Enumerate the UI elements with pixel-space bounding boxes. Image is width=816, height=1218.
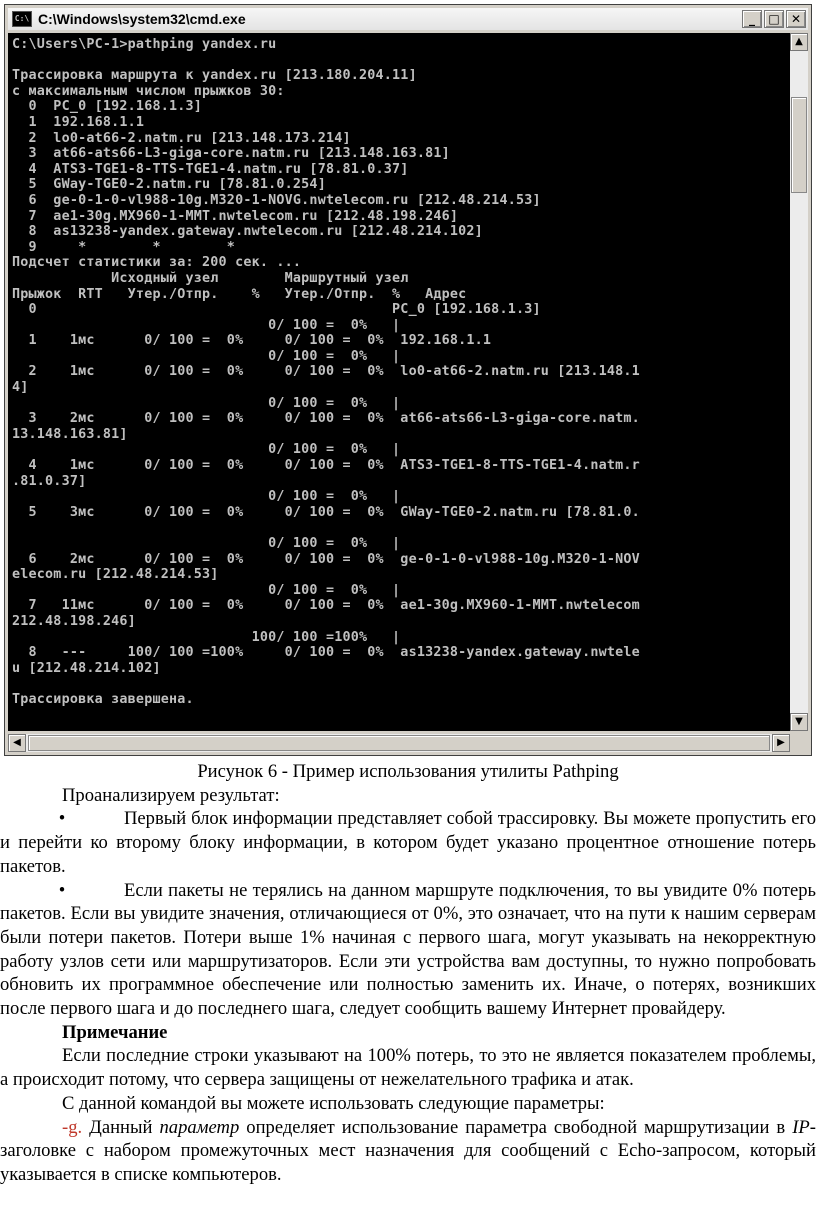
param-flag: -g. bbox=[62, 1116, 83, 1138]
bullet-text-2: Если пакеты не терялись на данном маршруте подключения, то вы увидите 0% потерь пакетов. Если вы увидите значения, отличающиеся от 0%, это означает, что на пути к нашим серверам были потери пакетов. Потери выше 1% начиная с первого шага, могут указывать на некорректную работу узлов сети или маршрутизаторов. Если эти устройства вам доступны, то нужно попробовать обновить их программное обеспечение или полностью заменить их. Иначе, о потерях, возникших после первого шага и до последнего шага, следует сообщить вашему Интернет провайдеру. bbox=[0, 879, 816, 1020]
document-body bbox=[0, 760, 816, 1187]
scroll-left-arrow-icon[interactable]: ◀ bbox=[8, 734, 26, 752]
close-button[interactable]: ✕ bbox=[786, 10, 806, 28]
cmd-app-icon: C:\ bbox=[12, 11, 32, 27]
scroll-down-arrow-icon[interactable]: ▼ bbox=[790, 713, 808, 731]
bullet-text-1: Первый блок информации представляет собой трассировку. Вы можете пропустить его и перейти ко второму блоку информации, в котором будет указано процентное отношение потерь пакетов. bbox=[0, 808, 816, 877]
scroll-right-arrow-icon[interactable]: ▶ bbox=[772, 734, 790, 752]
params-intro: С данной командой вы можете использовать следующие параметры: bbox=[62, 1092, 605, 1114]
window-titlebar[interactable] bbox=[8, 8, 808, 30]
maximize-button[interactable]: □ bbox=[764, 10, 784, 28]
vertical-scrollbar[interactable] bbox=[790, 33, 808, 731]
param-text-b: определяет использование параметра свободной маршрутизации в bbox=[239, 1116, 793, 1138]
param-text-c: -заголовке с набором промежуточных мест назначения для сообщений с Echo-запросом, который указывается в списке компьютеров. bbox=[0, 1116, 816, 1185]
horizontal-scrollbar[interactable] bbox=[8, 734, 790, 752]
note-heading: Примечание bbox=[62, 1021, 168, 1043]
param-emphasis: параметр bbox=[159, 1116, 240, 1138]
scroll-up-arrow-icon[interactable]: ▲ bbox=[790, 33, 808, 51]
window-title: C:\Windows\system32\cmd.exe bbox=[38, 11, 246, 27]
minimize-button[interactable]: _ bbox=[742, 10, 762, 28]
vertical-scroll-thumb[interactable] bbox=[791, 97, 807, 193]
figure-caption: Рисунок 6 - Пример использования утилиты Pathping bbox=[197, 761, 619, 782]
horizontal-scroll-thumb[interactable] bbox=[28, 735, 770, 751]
console-text: C:\Users\PC-1>pathping yandex.ru Трассировка маршрута к yandex.ru [213.180.204.11] с максимальным числом прыжков 30: 0 PC_0 [192.168.1.3] 1 192.168.1.1 2 lo0-at66-2.natm.ru [213.148.173.214] 3 at66-ats66-L3-giga-core.natm.ru [213.148.163.81] 4 ATS3-TGE1-8-TTS-TGE1-4.natm.ru [78.81.0.37] 5 GWay-TGE0-2.natm.ru [78.81.0.254] 6 ge-0-1-0-vl988-10g.M320-1-NOVG.nwtelecom.ru [212.48.214.53] 7 ae1-30g.MX960-1-MMT.nwtelecom.ru [212.48.198.246] 8 as13238-yandex.gateway.nwtelecom.ru [212.48.214.102] 9 * * * Подсчет статистики за: 200 сек. ... Исходный узел Маршрутный узел Прыжок RTT Утер./Отпр. % Утер./Отпр. % Адрес 0 PC_0 [192.168.1.3] 0/ 100 = 0% | 1 1мс 0/ 100 = 0% 0/ 100 = 0% 192.168.1.1 0/ 100 = 0% | 2 1мс 0/ 100 = 0% 0/ 100 = 0% lo0-at66-2.natm.ru [213.148.1 4] 0/ 100 = 0% | 3 2мс 0/ 100 = 0% 0/ 100 = 0% at66-ats66-L3-giga-core.natm. 13.148.163.81] 0/ 100 = 0% | 4 1мс 0/ 100 = 0% 0/ 100 = 0% ATS3-TGE1-8-TTS-TGE1-4.natm.r .81.0.37] 0/ 100 = 0% | 5 3мс 0/ 100 = 0% 0/ 100 = 0% GWay-TGE0-2.natm.ru [78.81.0. 0/ 100 = 0% | 6 2мс 0/ 100 = 0% 0/ 100 = 0% ge-0-1-0-vl988-10g.M320-1-NOV elecom.ru [212.48.214.53] 0/ 100 = 0% | 7 11мс 0/ 100 = 0% 0/ 100 = 0% ae1-30g.MX960-1-MMT.nwtelecom 212.48.198.246] 100/ 100 =100% | 8 --- 100/ 100 =100% 0/ 100 = 0% as13238-yandex.gateway.nwtele u [212.48.214.102] Трассировка завершена. bbox=[12, 37, 640, 707]
intro-paragraph: Проанализируем результат: bbox=[62, 784, 280, 806]
param-text-a: Данный bbox=[82, 1116, 160, 1138]
cmd-window bbox=[4, 4, 812, 756]
note-paragraph: Если последние строки указывают на 100% потерь, то это не является показателем проблемы, а происходит потому, что сервера защищены от нежелательного трафика и атак. bbox=[0, 1045, 816, 1091]
param-ip: IP bbox=[792, 1116, 810, 1138]
bullet-item-1 bbox=[0, 807, 816, 878]
console-output[interactable] bbox=[8, 33, 790, 731]
bullet-icon: • bbox=[58, 879, 66, 901]
param-g-paragraph bbox=[0, 1116, 816, 1187]
bullet-item-2 bbox=[0, 879, 816, 1021]
bullet-icon: • bbox=[58, 808, 66, 830]
scrollbar-corner bbox=[790, 734, 808, 752]
